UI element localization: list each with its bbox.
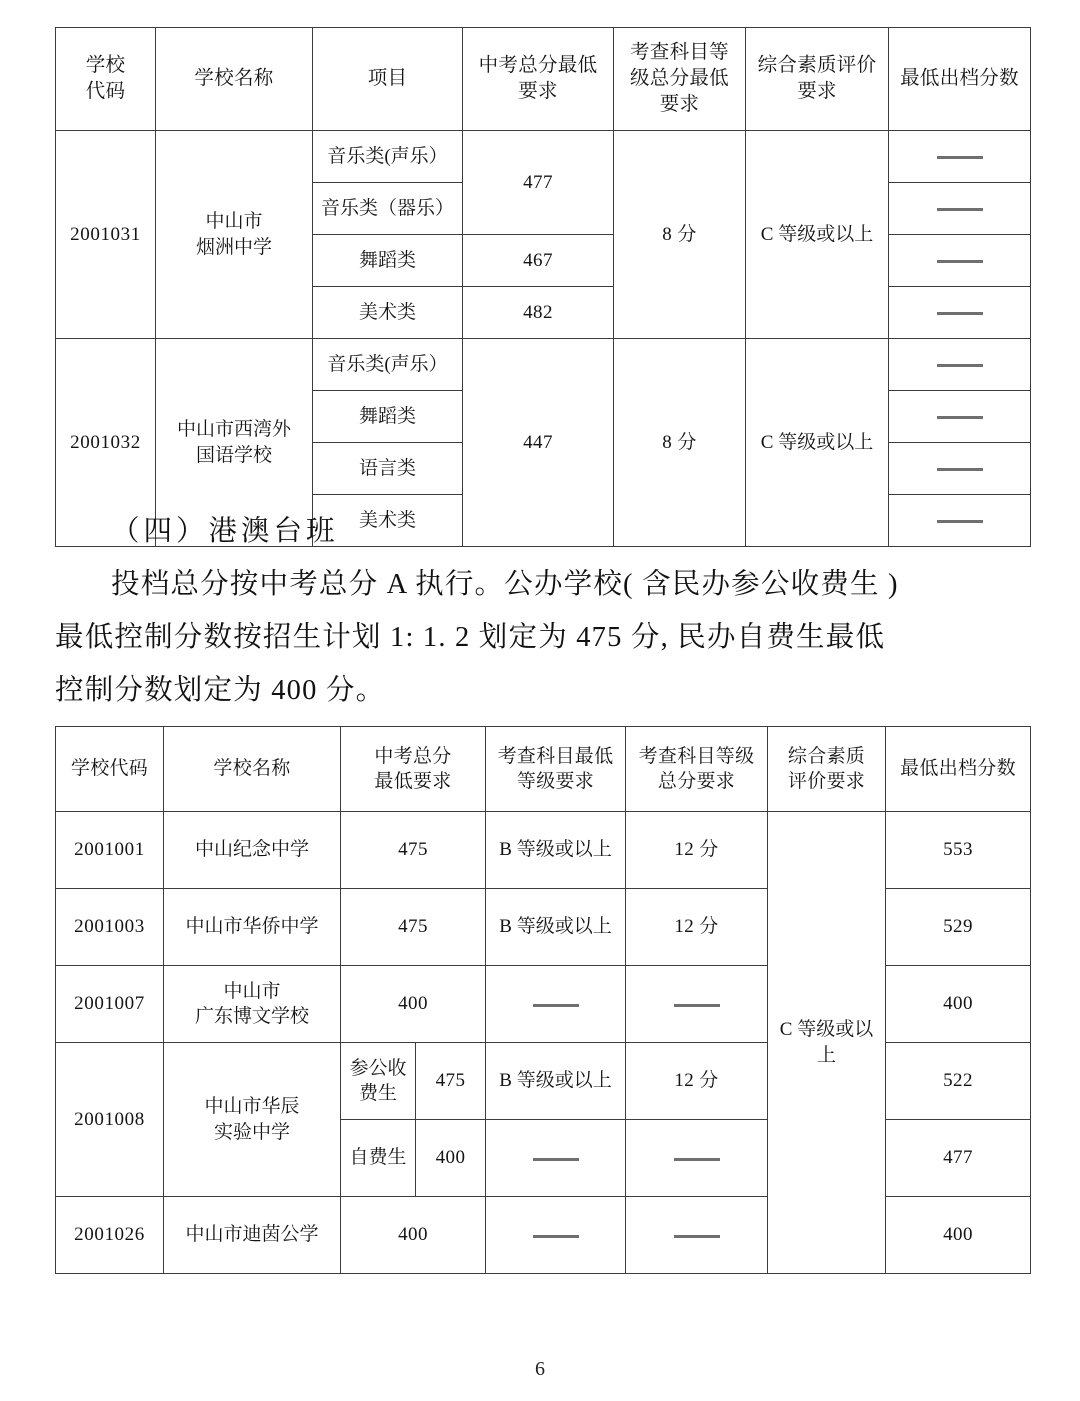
header-line-1: 中考总分 — [374, 745, 452, 767]
cell-grade-total-min: 8 分 — [614, 339, 746, 547]
em-dash-placeholder — [533, 1158, 579, 1161]
school-name-line-1: 中山市 — [223, 980, 281, 1002]
em-dash-placeholder — [674, 1158, 720, 1161]
cell-program: 美术类 — [313, 495, 463, 547]
em-dash-placeholder — [937, 312, 983, 315]
cell-school-name — [164, 966, 341, 1043]
cell-school-name: 中山市华侨中学 — [164, 889, 341, 966]
table-row — [56, 131, 1031, 183]
col-header-total-score-min — [463, 28, 614, 131]
cell-subject-min-grade — [486, 966, 626, 1043]
cell-subject-min-grade: B 等级或以上 — [486, 812, 626, 889]
cell-school-name: 中山市迪茵公学 — [164, 1197, 341, 1274]
header-line-1: 综合素质评价 — [757, 55, 877, 77]
school-name-line-2: 实验中学 — [213, 1121, 290, 1143]
cell-fee-type — [341, 1043, 416, 1120]
cell-subject-min-grade — [486, 1120, 626, 1197]
header-line-1: 中考总分最低 — [478, 55, 598, 77]
cell-min-admit-score — [889, 235, 1031, 287]
table-header-row — [56, 727, 1031, 812]
cell-school-code: 2001003 — [56, 889, 164, 966]
header-line-2: 代码 — [85, 81, 126, 102]
cell-min-admit-score — [889, 391, 1031, 443]
cell-min-admit-score — [889, 287, 1031, 339]
cell-school-name: 中山纪念中学 — [164, 812, 341, 889]
cell-subject-grade-total: 12 分 — [626, 812, 768, 889]
em-dash-placeholder — [533, 1235, 579, 1238]
cell-subject-grade-total — [626, 1197, 768, 1274]
cell-min-admit-score — [889, 131, 1031, 183]
em-dash-placeholder — [937, 156, 983, 159]
section-paragraph-line-2: 最低控制分数按招生计划 1: 1. 2 划定为 475 分, 民办自费生最低 — [55, 622, 886, 653]
cell-subject-min-grade — [486, 1197, 626, 1274]
cell-min-admit-score: 400 — [886, 966, 1031, 1043]
school-name-line-1: 中山市西湾外 — [176, 419, 291, 441]
cell-min-admit-score: 400 — [886, 1197, 1031, 1274]
cell-school-code: 2001032 — [56, 339, 156, 547]
cell-subject-min-grade: B 等级或以上 — [486, 889, 626, 966]
col-header-school-name: 学校名称 — [164, 727, 341, 812]
col-header-school-name: 学校名称 — [156, 28, 313, 131]
cell-program: 音乐类（器乐） — [313, 183, 463, 235]
header-line-2: 级总分最低 — [629, 68, 729, 90]
section-paragraph-line-1: 投档总分按中考总分 A 执行。公办学校( 含民办参公收费生 ) — [111, 569, 899, 600]
hmt-program-table — [55, 726, 1031, 1274]
cell-program: 音乐类(声乐） — [313, 131, 463, 183]
em-dash-placeholder — [937, 364, 983, 367]
cell-program: 舞蹈类 — [313, 235, 463, 287]
cell-program: 舞蹈类 — [313, 391, 463, 443]
fee-type-line-1: 参公收 — [349, 1057, 407, 1079]
cell-school-code: 2001007 — [56, 966, 164, 1043]
col-header-subject-grade-total-min — [614, 28, 746, 131]
cell-school-code: 2001001 — [56, 812, 164, 889]
header-line-2: 要求 — [518, 81, 558, 102]
cell-fee-type: 自费生 — [341, 1120, 416, 1197]
header-line-2: 等级要求 — [516, 771, 595, 792]
col-header-subject-min-grade — [486, 727, 626, 812]
cell-subject-grade-total — [626, 966, 768, 1043]
art-program-table — [55, 27, 1031, 547]
cell-min-admit-score: 522 — [886, 1043, 1031, 1120]
cell-comprehensive-quality: C 等级或以上 — [746, 131, 889, 339]
fee-type-line-2: 费生 — [358, 1083, 397, 1104]
cell-comprehensive-quality-merged: C 等级或以上 — [768, 812, 886, 1274]
em-dash-placeholder — [674, 1235, 720, 1238]
cell-total-score-min: 475 — [416, 1043, 486, 1120]
cell-school-code: 2001031 — [56, 131, 156, 339]
table-row — [56, 812, 1031, 889]
header-line-1: 考查科目等级 — [638, 745, 755, 767]
school-name-line-1: 中山市 — [205, 211, 263, 233]
cell-min-admit-score — [889, 443, 1031, 495]
page-number: 6 — [535, 1358, 545, 1380]
cell-school-name — [164, 1043, 341, 1197]
cell-total-score-min: 475 — [341, 812, 486, 889]
header-line-1: 考查科目等 — [629, 42, 729, 64]
cell-school-name — [156, 131, 313, 339]
table-header-row — [56, 28, 1031, 131]
cell-program: 语言类 — [313, 443, 463, 495]
col-header-min-admit-score: 最低出档分数 — [886, 727, 1031, 812]
cell-total-score-min: 475 — [341, 889, 486, 966]
header-line-1: 综合素质 — [787, 745, 866, 767]
em-dash-placeholder — [937, 208, 983, 211]
header-line-2: 最低要求 — [374, 771, 452, 792]
section-heading: （四）港澳台班 — [111, 516, 339, 547]
school-name-line-2: 广东博文学校 — [194, 1006, 309, 1027]
cell-total-score-min: 400 — [416, 1120, 486, 1197]
col-header-comprehensive-quality — [768, 727, 886, 812]
col-header-comprehensive-quality — [746, 28, 889, 131]
em-dash-placeholder — [937, 468, 983, 471]
cell-total-score-min: 400 — [341, 1197, 486, 1274]
cell-school-code: 2001008 — [56, 1043, 164, 1197]
header-line-2: 总分要求 — [657, 771, 736, 792]
cell-subject-grade-total: 12 分 — [626, 889, 768, 966]
cell-program: 美术类 — [313, 287, 463, 339]
cell-subject-grade-total — [626, 1120, 768, 1197]
cell-grade-total-min: 8 分 — [614, 131, 746, 339]
section-paragraph-line-3: 控制分数划定为 400 分。 — [55, 675, 386, 706]
cell-comprehensive-quality: C 等级或以上 — [746, 339, 889, 547]
school-name-line-2: 国语学校 — [195, 444, 272, 466]
cell-min-admit-score — [889, 339, 1031, 391]
col-header-total-score-min — [341, 727, 486, 812]
cell-total-score-min: 477 — [463, 131, 614, 235]
cell-subject-grade-total: 12 分 — [626, 1043, 768, 1120]
cell-total-score-min: 482 — [463, 287, 614, 339]
header-line-2: 评价要求 — [787, 771, 866, 792]
cell-total-score-min: 447 — [463, 339, 614, 547]
cell-school-code: 2001026 — [56, 1197, 164, 1274]
cell-min-admit-score: 553 — [886, 812, 1031, 889]
header-line-1: 学校 — [85, 55, 126, 77]
header-line-3: 要求 — [659, 93, 700, 115]
col-header-min-admit-score: 最低出档分数 — [889, 28, 1031, 131]
cell-min-admit-score: 477 — [886, 1120, 1031, 1197]
school-name-line-1: 中山市华辰 — [204, 1096, 300, 1118]
col-header-subject-grade-total — [626, 727, 768, 812]
cell-program: 音乐类(声乐） — [313, 339, 463, 391]
cell-total-score-min: 467 — [463, 235, 614, 287]
em-dash-placeholder — [674, 1004, 720, 1007]
cell-total-score-min: 400 — [341, 966, 486, 1043]
col-header-school-code: 学校代码 — [56, 727, 164, 812]
cell-subject-min-grade: B 等级或以上 — [486, 1043, 626, 1120]
cell-min-admit-score — [889, 183, 1031, 235]
em-dash-placeholder — [533, 1004, 579, 1007]
header-line-2: 要求 — [797, 81, 837, 102]
em-dash-placeholder — [937, 260, 983, 263]
cell-min-admit-score: 529 — [886, 889, 1031, 966]
school-name-line-2: 烟洲中学 — [195, 236, 272, 258]
table-row — [56, 339, 1031, 391]
em-dash-placeholder — [937, 416, 983, 419]
header-line-1: 考查科目最低 — [497, 745, 614, 767]
section-text-block — [55, 505, 1035, 717]
col-header-program: 项目 — [313, 28, 463, 131]
col-header-school-code — [56, 28, 156, 131]
